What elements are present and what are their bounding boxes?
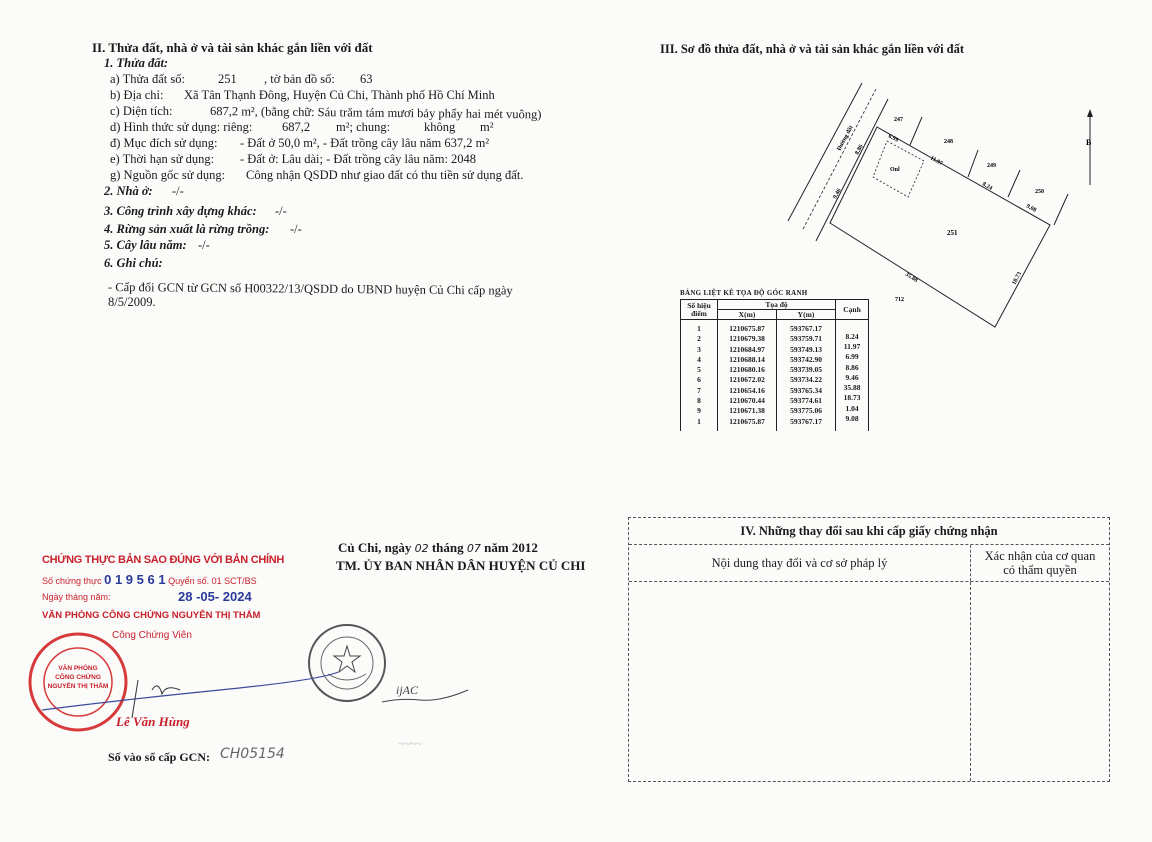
notary-signer-name: Lê Văn Hùng [116,714,190,729]
svg-text:9.08: 9.08 [1025,203,1038,214]
address-value: Xã Tân Thạnh Đông, Huyện Củ Chi, Thành phố Hồ Chí Minh [184,88,495,102]
parcel-number-label: a) Thửa đất số: [110,72,185,86]
svg-text:249: 249 [987,163,996,169]
svg-text:Onl: Onl [890,167,900,173]
svg-text:35.88: 35.88 [903,271,919,284]
coord-table-title: BẢNG LIỆT KÊ TỌA ĐỘ GÓC RANH [680,289,808,297]
area-label: c) Diện tích: [110,104,173,118]
term-value: - Đất ở: Lâu dài; - Đất trồng cây lâu năm: 2048 [240,152,477,166]
notes-label: 6. Ghi chú: [104,256,163,270]
forest-value: -/- [290,222,302,236]
perennial-label: 5. Cây lâu năm: [104,238,187,252]
svg-text:B: B [1086,138,1092,147]
svg-text:9.46: 9.46 [832,187,843,200]
notary-office: VĂN PHÒNG CÔNG CHỨNG NGUYỄN THỊ THẮM [42,610,261,621]
svg-text:8.24: 8.24 [981,181,994,192]
authority-signature [380,680,470,710]
col-point: Số hiệu điểm [681,300,718,320]
register-label: Số vào sổ cấp GCN: [108,750,211,764]
notary-seal-line-1: VĂN PHÒNG [58,665,98,672]
notary-role: Công Chứng Viên [112,630,192,641]
faded-signer-name: ~~~~ [398,738,422,750]
notary-date-label: Ngày tháng năm: [42,592,111,602]
notary-cert-title: CHỨNG THỰC BẢN SAO ĐÚNG VỚI BẢN CHÍNH [42,554,285,566]
svg-text:ijAC: ijAC [396,683,419,697]
col-change-content: Nội dung thay đổi và cơ sở pháp lý [629,545,971,581]
neighbor-247: 247 [894,117,903,123]
svg-text:Đường đất: Đường đất [836,124,855,152]
purpose-value: - Đất ở 50,0 m², - Đất trồng cây lâu năm 637,2 m² [240,136,490,150]
term-label: e) Thời hạn sử dụng: [110,152,215,166]
svg-text:8.86: 8.86 [854,143,865,156]
col-coords: Tọa độ [718,300,836,310]
notary-signature [40,660,340,720]
col-authority-confirm: Xác nhận của cơ quan có thẩm quyền [984,549,1096,577]
notary-date-value: 28 -05- 2024 [178,589,252,604]
issue-month: 07 [466,542,481,555]
usage-shared-value: không [424,120,456,134]
svg-text:250: 250 [1035,189,1044,195]
parcel-number-value: 251 [218,72,237,86]
coord-table: Số hiệu điểm Tọa độ Cạnh X(m) Y(m) 1 2 3 4 5 6 7 8 9 1 1210675.87 1210679.38 1210684.97 1210688.14 1210680.16 1210672.02 1210654.16 1210670.44 1210671.38 1210675.87 593767.17 593759.71 593749.13 593742.90 593739.05 593734.22 593765.34 593774.61 593775.06 593767.17 8.24 11.97 6.99 8.86 9.46 35.88 18.73 1.04 9.08 [680,299,869,431]
origin-value: Công nhận QSDD như giao đất có thu tiền sử dụng đất. [246,168,524,182]
other-construction-value: -/- [275,204,287,218]
issue-day: 02 [414,542,429,555]
house-value: -/- [172,184,184,198]
usage-unit-shared-label: m²; chung: [336,120,391,134]
house-label: 2. Nhà ở: [104,184,153,198]
section-iii-title: III. Sơ đồ thửa đất, nhà ở và tài sản khác gắn liền với đất [660,42,965,56]
note-line-2: 8/5/2009. [108,295,156,309]
other-construction-label: 3. Công trình xây dựng khác: [104,204,257,218]
address-label: b) Địa chỉ: [110,88,164,102]
col-y: Y(m) [777,310,836,320]
col-edge: Cạnh [836,300,869,320]
notary-seal-line-3: NGUYỄN THỊ THẮM [47,683,109,690]
origin-label: g) Nguồn gốc sử dụng: [110,168,226,182]
svg-text:248: 248 [944,139,953,145]
svg-text:11.97: 11.97 [929,155,944,168]
svg-text:18.73: 18.73 [1011,271,1024,286]
perennial-value: -/- [198,238,210,252]
notary-seal-line-2: CÔNG CHỨNG [55,674,101,681]
section-ii-title: II. Thửa đất, nhà ở và tài sản khác gắn liền với đất [92,40,373,55]
change-content-cell [629,582,971,781]
notary-cert-number: 0 1 9 5 6 1 [104,572,166,587]
notary-cert-number-row: Số chứng thực 0 1 9 5 6 1 Quyển số. 01 SCT/BS [42,572,257,587]
changes-table [628,517,1110,782]
col-x: X(m) [718,310,777,320]
usage-unit: m² [480,120,494,134]
area-value: 687,2 m², (bằng chữ: Sáu trăm tám mươi bảy phẩy hai mét vuông) [209,104,542,122]
parcel-heading: 1. Thửa đất: [104,56,169,70]
svg-text:712: 712 [895,297,904,303]
map-sheet-label: , tờ bản đồ số: [264,72,335,86]
register-value: CH05154 [220,746,285,762]
authority-title: TM. ỦY BAN NHÂN DÂN HUYỆN CỦ CHI [336,558,586,573]
map-sheet-value: 63 [360,72,373,86]
svg-text:6.99: 6.99 [887,133,900,144]
usage-form-label: d) Hình thức sử dụng: riêng: [110,120,253,134]
svg-text:251: 251 [947,229,958,237]
purpose-label: đ) Mục đích sử dụng: [110,136,218,150]
issue-date-line: Củ Chi, ngày 02 tháng 07 năm 2012 [338,540,538,555]
note-line-1: - Cấp đổi GCN từ GCN số H00322/13/QSDD do UBND huyện Củ Chi cấp ngày [107,280,513,298]
section-iv-title: IV. Những thay đổi sau khi cấp giấy chứng nhận [629,518,1109,545]
parcel-number-row [110,72,185,87]
usage-private-value: 687,2 [282,120,311,134]
forest-label: 4. Rừng sản xuất là rừng trồng: [104,222,270,236]
